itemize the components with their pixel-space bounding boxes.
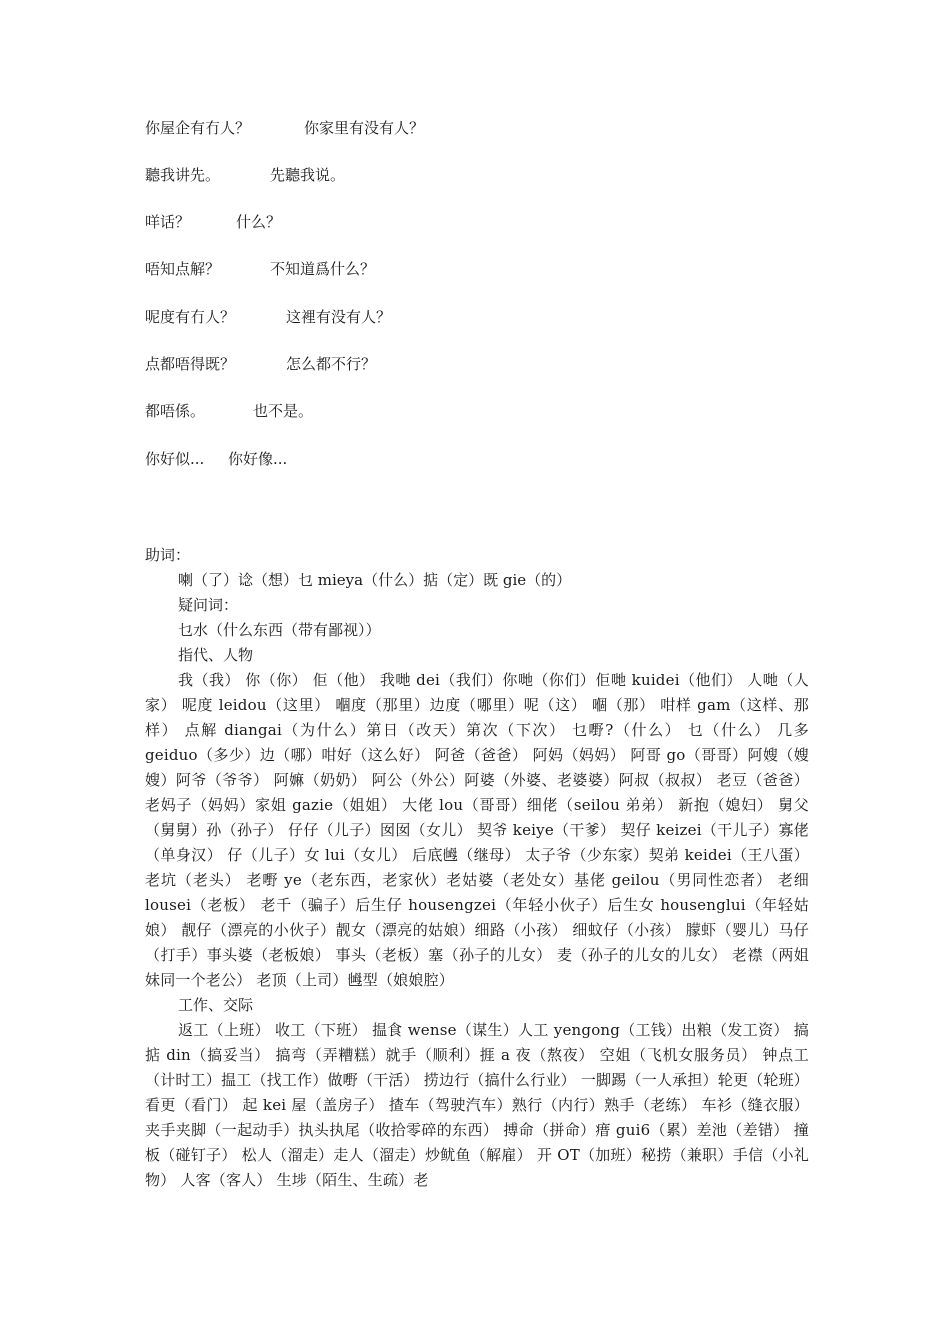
mandarin-translation: 你好像...: [228, 450, 288, 468]
interrogatives-text: 乜水（什么东西（带有鄙视））: [178, 621, 381, 639]
phrase-row: [145, 307, 392, 327]
cantonese-phrase: 呢度有冇人？: [145, 308, 236, 326]
mandarin-translation: 什么？: [236, 213, 282, 231]
cantonese-phrase: 你好似...: [145, 450, 205, 468]
phrase-row: [145, 449, 288, 469]
phrase-row: [145, 259, 376, 279]
cantonese-phrase: 你屋企有冇人？: [145, 119, 251, 137]
cantonese-phrase: 咩话？: [145, 213, 191, 231]
particles-text: 喇（了）谂（想）乜 mieya（什么）掂（定）既 gie（的）: [178, 571, 572, 589]
phrase-row: [145, 212, 282, 232]
pronouns-heading: 指代、人物: [178, 646, 254, 664]
mandarin-translation: 先聽我说。: [270, 166, 346, 184]
particles-heading: 助词：: [145, 546, 191, 564]
mandarin-translation: 也不是。: [253, 402, 314, 420]
work-paragraph: 返工（上班） 收工（下班） 揾食 wense（谋生）人工 yengong（工钱）出粮（发工资） 搞掂 din（搞妥当） 搞弯（弄糟糕）就手（顺利）捱 a 夜（熬夜） 空姐（飞机女服务员） 钟点工（计时工）揾工（找工作）做嘢（干活） 捞边行（搞什么行业） 一脚踢（一人承担）轮更（轮班）看更（看门） 起 kei 屋（盖房子） 揸车（驾驶汽车）熟行（内行）熟手（老练） 车衫（缝衣服）夹手夹脚（一起动手）执头执尾（收拾零碎的东西） 搏命（拼命）瘄 gui6（累）差池（差错） 撞板（碰钉子） 松人（溜走）走人（溜走）炒鱿鱼（解雇） 开 OT（加班）秘捞（兼职）手信（小礼物） 人客（客人） 生埗（陌生、生疏）老: [145, 1021, 809, 1189]
mandarin-translation: 这裡有没有人？: [286, 308, 392, 326]
cantonese-phrase: 唔知点解？: [145, 260, 221, 278]
pronouns-paragraph: 我（我） 你（你） 佢（他） 我哋 dei（我们）你哋（你们）佢哋 kuidei（他们） 人哋（人家） 呢度 leidou（这里） 嗰度（那里）边度（哪里）呢（这） 嗰（那） 咁样 gam（这样、那样） 点解 diangai（为什么）第日（改天）第次（下次） 乜嘢?（什么） 乜（什么） 几多 geiduo（多少）边（哪）咁好（这么好） 阿爸（爸爸） 阿妈（妈妈） 阿哥 go（哥哥）阿嫂（嫂嫂）阿爷（爷爷） 阿嫲（奶奶） 阿公（外公）阿婆（外婆、老婆婆）阿叔（叔叔） 老豆（爸爸） 老妈子（妈妈）家姐 gazie（姐姐） 大佬 lou（哥哥）细佬（seilou 弟弟） 新抱（媳妇） 舅父（舅舅）孙（孙子） 仔仔（儿子）囡囡（女儿） 契爷 keiye（干爹） 契仔 keizei（干儿子）寡佬（单身汉） 仔（儿子）女 lui（女儿） 后底乸（继母） 太子爷（少东家）契弟 keidei（王八蛋）老坑（老头） 老嘢 ye（老东西，老家伙）老姑婆（老处女）基佬 geilou（男同性恋者） 老细 lousei（老板） 老千（骗子）后生仔 housengzei（年轻小伙子）后生女 housenglui（年轻姑娘） 靓仔（漂亮的小伙子）靓女（漂亮的姑娘）细路（小孩） 细蚊仔（小孩） 朦虾（婴儿）马仔（打手）事头婆（老板娘） 事头（老板）塞（孙子的儿女） 麦（孙子的儿女的儿女） 老襟（两姐妹同一个老公） 老顶（上司）乸型（娘娘腔）: [145, 671, 809, 989]
phrase-row: [145, 165, 346, 185]
work-heading: 工作、交际: [178, 996, 254, 1014]
mandarin-translation: 你家里有没有人？: [304, 119, 425, 137]
cantonese-phrase: 点都唔得既？: [145, 355, 236, 373]
mandarin-translation: 怎么都不行？: [286, 355, 377, 373]
mandarin-translation: 不知道爲什么？: [270, 260, 376, 278]
vocabulary-section: [145, 543, 809, 1193]
cantonese-phrase: 聽我讲先。: [145, 166, 221, 184]
cantonese-phrase: 都唔係。: [145, 402, 206, 420]
phrase-row: [145, 118, 425, 138]
phrase-row: [145, 354, 377, 374]
interrogatives-heading: 疑问词：: [178, 596, 239, 614]
phrase-row: [145, 401, 314, 421]
